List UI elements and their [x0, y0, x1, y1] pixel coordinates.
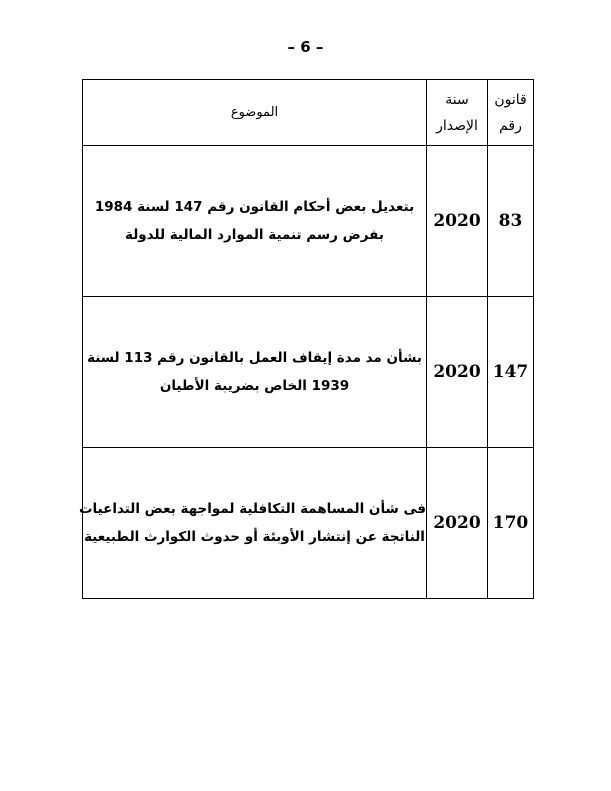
law-number-cell: 170 [488, 448, 534, 599]
page-number: – 6 – [287, 38, 324, 56]
table-row [83, 448, 534, 599]
issue-year-cell: 2020 [427, 297, 488, 448]
header-issue-year: سنة الإصدار [427, 80, 488, 146]
table-row [83, 146, 534, 297]
law-number-cell: 83 [488, 146, 534, 297]
subject-cell: بتعديل بعض أحكام القانون رقم 147 لسنة 1984 بفرض رسم تنمية الموارد المالية للدولة [83, 146, 427, 297]
header-subject: الموضوع [83, 80, 427, 146]
issue-year-cell: 2020 [427, 146, 488, 297]
table-header-row [83, 80, 534, 146]
subject-cell: بشأن مد مدة إيقاف العمل بالقانون رقم 113 لسنة 1939 الخاص بضريبة الأطيان [83, 297, 427, 448]
table-row [83, 297, 534, 448]
laws-table [78, 79, 534, 599]
law-number-cell: 147 [488, 297, 534, 448]
issue-year-cell: 2020 [427, 448, 488, 599]
header-law-number: قانون رقم [488, 80, 534, 146]
subject-cell: فى شأن المساهمة التكافلية لمواجهة بعض التداعيات الناتجة عن إنتشار الأوبئة أو حدوث الكوارث الطبيعية [83, 448, 427, 599]
